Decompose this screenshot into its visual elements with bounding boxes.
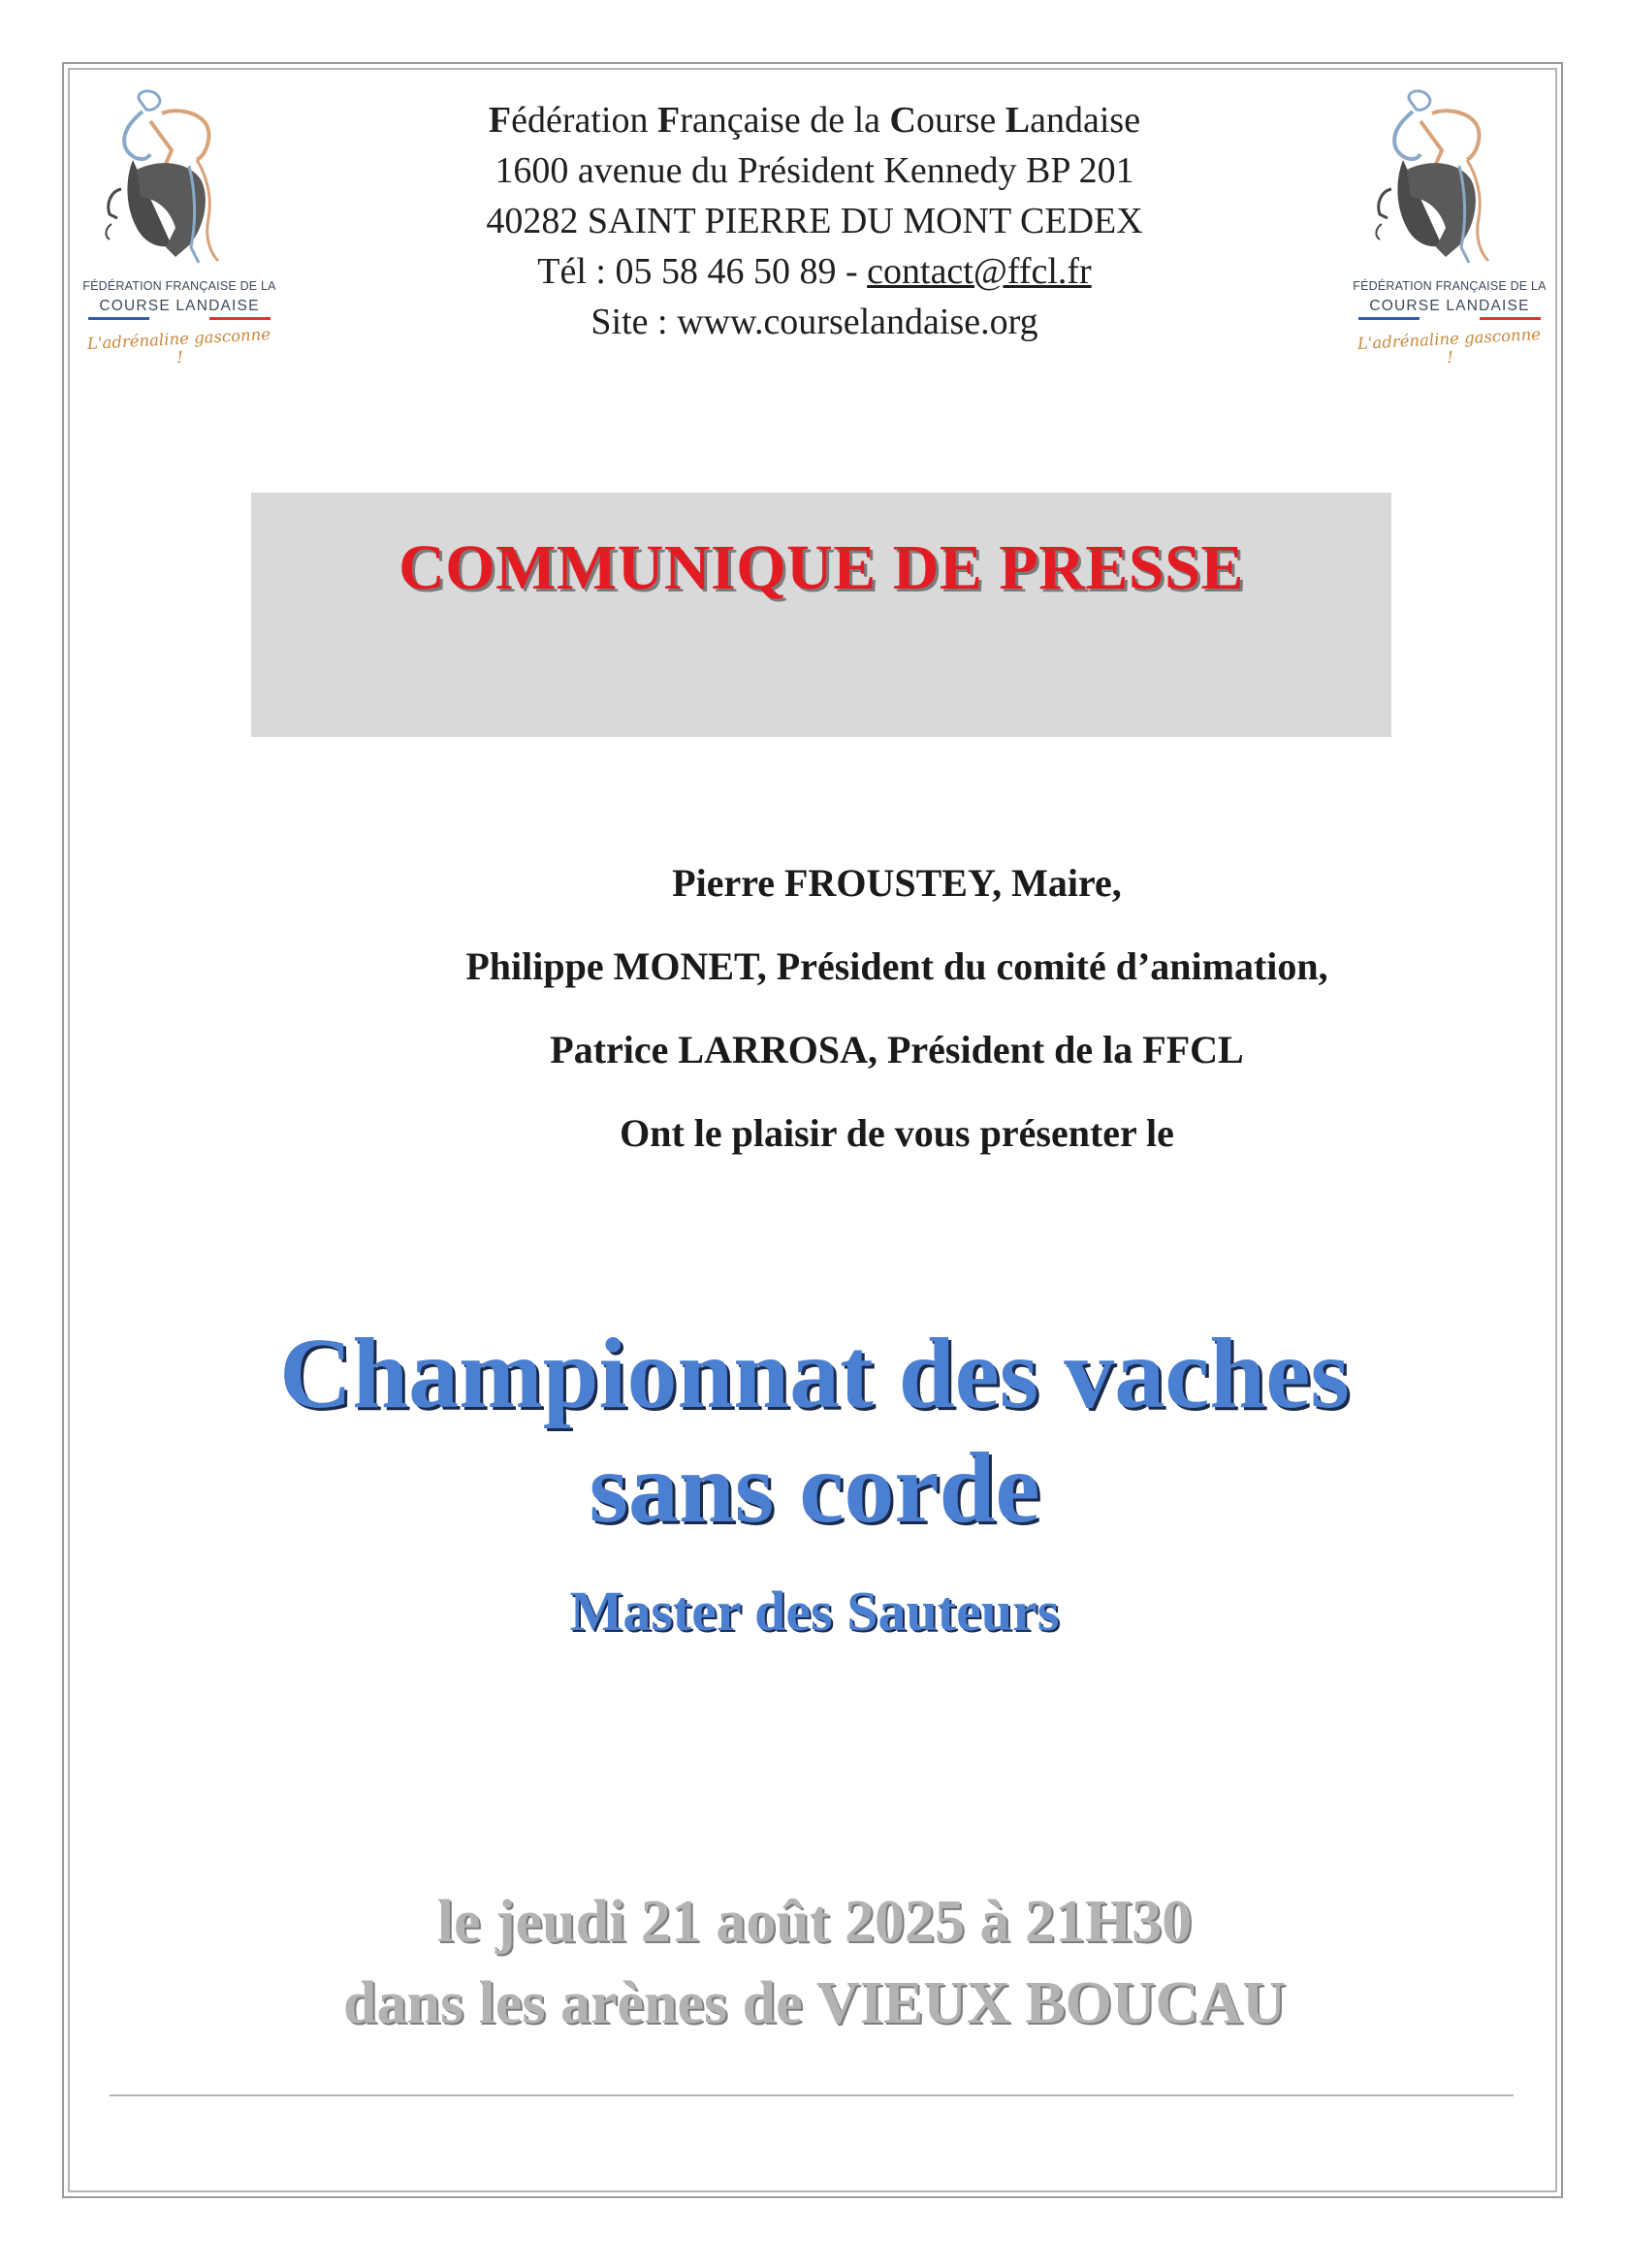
event-title-line-2: sans corde — [589, 1432, 1040, 1544]
bull-and-dancer-illustration — [1353, 82, 1547, 276]
website-line: Site : www.courselandaise.org — [590, 302, 1038, 342]
presenter-committee: Philippe MONET, Président du comité d’animation, — [465, 944, 1328, 988]
presenter-mayor: Pierre FROUSTEY, Maire, — [672, 861, 1122, 905]
email-link[interactable]: contact@ffcl.fr — [867, 251, 1092, 292]
presenters-block — [291, 842, 1503, 1175]
press-release-title: COMMUNIQUE DE PRESSE — [399, 532, 1244, 603]
presenters-intro: Ont le plaisir de vous présenter le — [620, 1111, 1174, 1155]
address-line-2: 40282 SAINT PIERRE DU MONT CEDEX — [486, 201, 1143, 241]
logo-course-landaise-line: COURSE LANDAISE — [99, 298, 260, 314]
letterhead — [330, 95, 1299, 347]
federation-name: Fédération Française de la Course Landaise — [488, 100, 1141, 141]
event-title — [136, 1317, 1493, 1546]
logo-tricolor-bar — [1358, 317, 1541, 320]
ffcl-logo-right — [1353, 82, 1547, 383]
logo-tricolor-bar — [88, 317, 271, 320]
ffcl-logo-left — [82, 82, 276, 383]
presenter-ffcl: Patrice LARROSA, Président de la FFCL — [550, 1028, 1244, 1071]
logo-tagline: L'adrénaline gasconne ! — [1356, 325, 1542, 367]
event-subtitle: Master des Sauteurs — [569, 1580, 1060, 1643]
logo-federation-line: FÉDÉRATION FRANÇAISE DE LA — [1353, 279, 1547, 293]
address-line-1: 1600 avenue du Président Kennedy BP 201 — [494, 150, 1134, 191]
press-release-banner — [251, 493, 1391, 737]
logo-federation-line: FÉDÉRATION FRANÇAISE DE LA — [82, 279, 276, 293]
logo-course-landaise-line: COURSE LANDAISE — [1369, 298, 1530, 314]
event-date: le jeudi 21 août 2025 à 21H30 — [436, 1889, 1193, 1955]
footer-divider — [110, 2094, 1514, 2096]
phone-text: Tél : 05 58 46 50 89 - — [537, 251, 868, 292]
event-date-place — [136, 1881, 1493, 2044]
event-title-line-1: Championnat des vaches — [279, 1318, 1350, 1429]
bull-and-dancer-illustration — [82, 82, 276, 276]
phone-email-line — [330, 246, 1299, 297]
logo-tagline: L'adrénaline gasconne ! — [86, 325, 271, 367]
event-place: dans les arènes de VIEUX BOUCAU — [343, 1970, 1286, 2036]
